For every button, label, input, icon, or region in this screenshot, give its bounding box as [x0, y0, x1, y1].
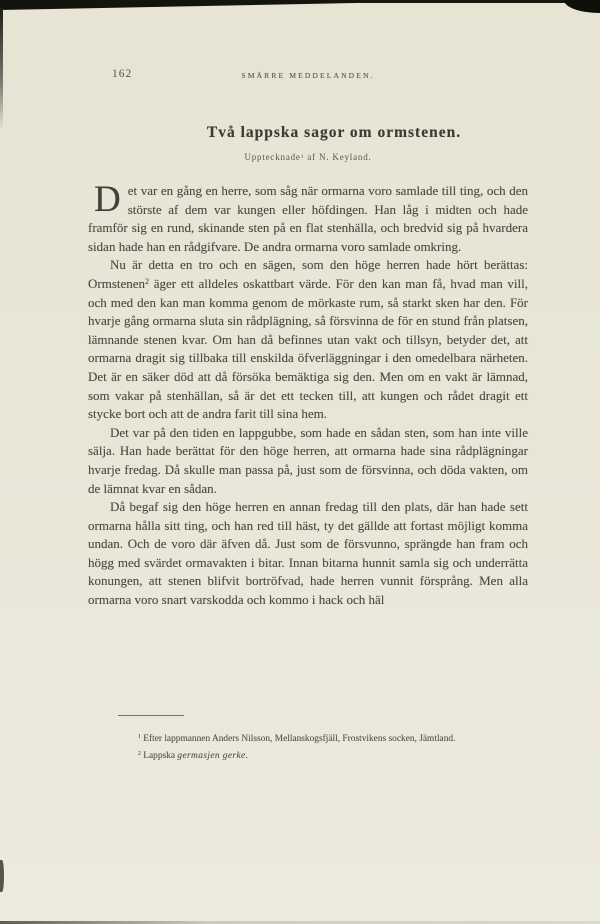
text-run: .: [245, 750, 248, 761]
footnote-marker: 2: [145, 277, 150, 287]
text-run: Då begaf sig den höge herren en annan fredag till den plats, där han hade sett ormarna hålla sitt ting, och han red till häst, ty det gällde att fortast möjligt komma undan. Och de voro där äfven då. Just som de försvunno, sprängde han fram och högg med svärdet ormavakten i bitar. Innan bitarna hunnit samla sig och underrätta konungen, att stenen blifvit bortröfvad, hade herren vunnit försprång. Men alla ormarna voro snart varskodda och kommo i hack och häl: [88, 499, 528, 608]
scan-artifact-left-blotch: [0, 860, 4, 892]
paragraph: [88, 179, 528, 256]
text-run: äger ett alldeles oskattbart värde. För den kan man få, hvad man vill, och med den kan man komma genom de mörkaste rum, så starkt sken har den. För hvarje gång ormarna sluta sin rådplägning, så försvinna de för en stund från platsen, lämnande stenen kvar. Om han då befinnes utan vakt och tillsyn, betyder det, att ormarna dragit sig tillbaka till enskilda öfverläggningar i den omedelbara närheten. Det är en säker död att då försöka bemäktiga sig den. Men om en vakt är lämnad, som vakar på stenhällan, så är det ett tecken till, att kungen och rådet dragit ett stycke bort och att de andra farit till sina hem.: [88, 275, 528, 422]
scan-artifact-top-left: [0, 0, 368, 10]
article-subtitle: [88, 152, 528, 162]
text-run: Lappska: [140, 750, 178, 761]
text-run: af N. Keyland.: [304, 152, 372, 162]
paragraph: [88, 256, 528, 423]
drop-cap: D: [94, 179, 121, 220]
footnote: [138, 731, 528, 748]
footnote: [138, 748, 528, 765]
footnote-marker: 1: [138, 734, 141, 741]
running-header: SMÄRRE MEDDELANDEN.: [241, 71, 375, 80]
body-text: [88, 179, 528, 610]
article-title: Två lappska sagor om ormstenen.: [206, 124, 462, 141]
text-run: Det var på den tiden en lappgubbe, som hade en sådan sten, som han inte ville sälja. Han hade berättat för den höge herren, att ormarna hade sina rådplägningar hvarje fredag. Då skulle man passa på, just som de försvinna, och döda vakten, om de lämnat kvar en sådan.: [88, 424, 528, 496]
footnotes: [88, 731, 528, 764]
footnote-separator-rule: [118, 715, 184, 716]
scan-artifact-left-edge: [0, 8, 3, 130]
paragraph: [88, 424, 528, 498]
footnote-marker: 2: [138, 750, 141, 757]
text-run: Nu är detta en tro och en sägen, som den höge herren hade hört berättas: Ormstenen: [88, 257, 528, 291]
paragraph: [88, 498, 528, 610]
scan-artifact-top-right-corner: [564, 0, 600, 13]
page-header: [88, 68, 528, 84]
text-run: Upptecknade: [244, 152, 301, 162]
footnote-marker: 1: [300, 153, 305, 160]
text-run: Efter lappmannen Anders Nilsson, Mellanskogsfjäll, Frostvikens socken, Jämtland.: [140, 734, 456, 744]
text-run: germasjen gerke: [177, 750, 246, 761]
text-run: et var en gång en herre, som såg när ormarna voro samlade till ting, och den störste af dem var kungen eller höfdingen. Han låg i midten och hade framför sig en rund, skinande sten på en flat stenhälla, och bredvid sig på hvardera sidan hade han en rådgifvare. De andra ormarna voro samlade omkring.: [88, 183, 528, 254]
page-number: 162: [112, 68, 133, 80]
